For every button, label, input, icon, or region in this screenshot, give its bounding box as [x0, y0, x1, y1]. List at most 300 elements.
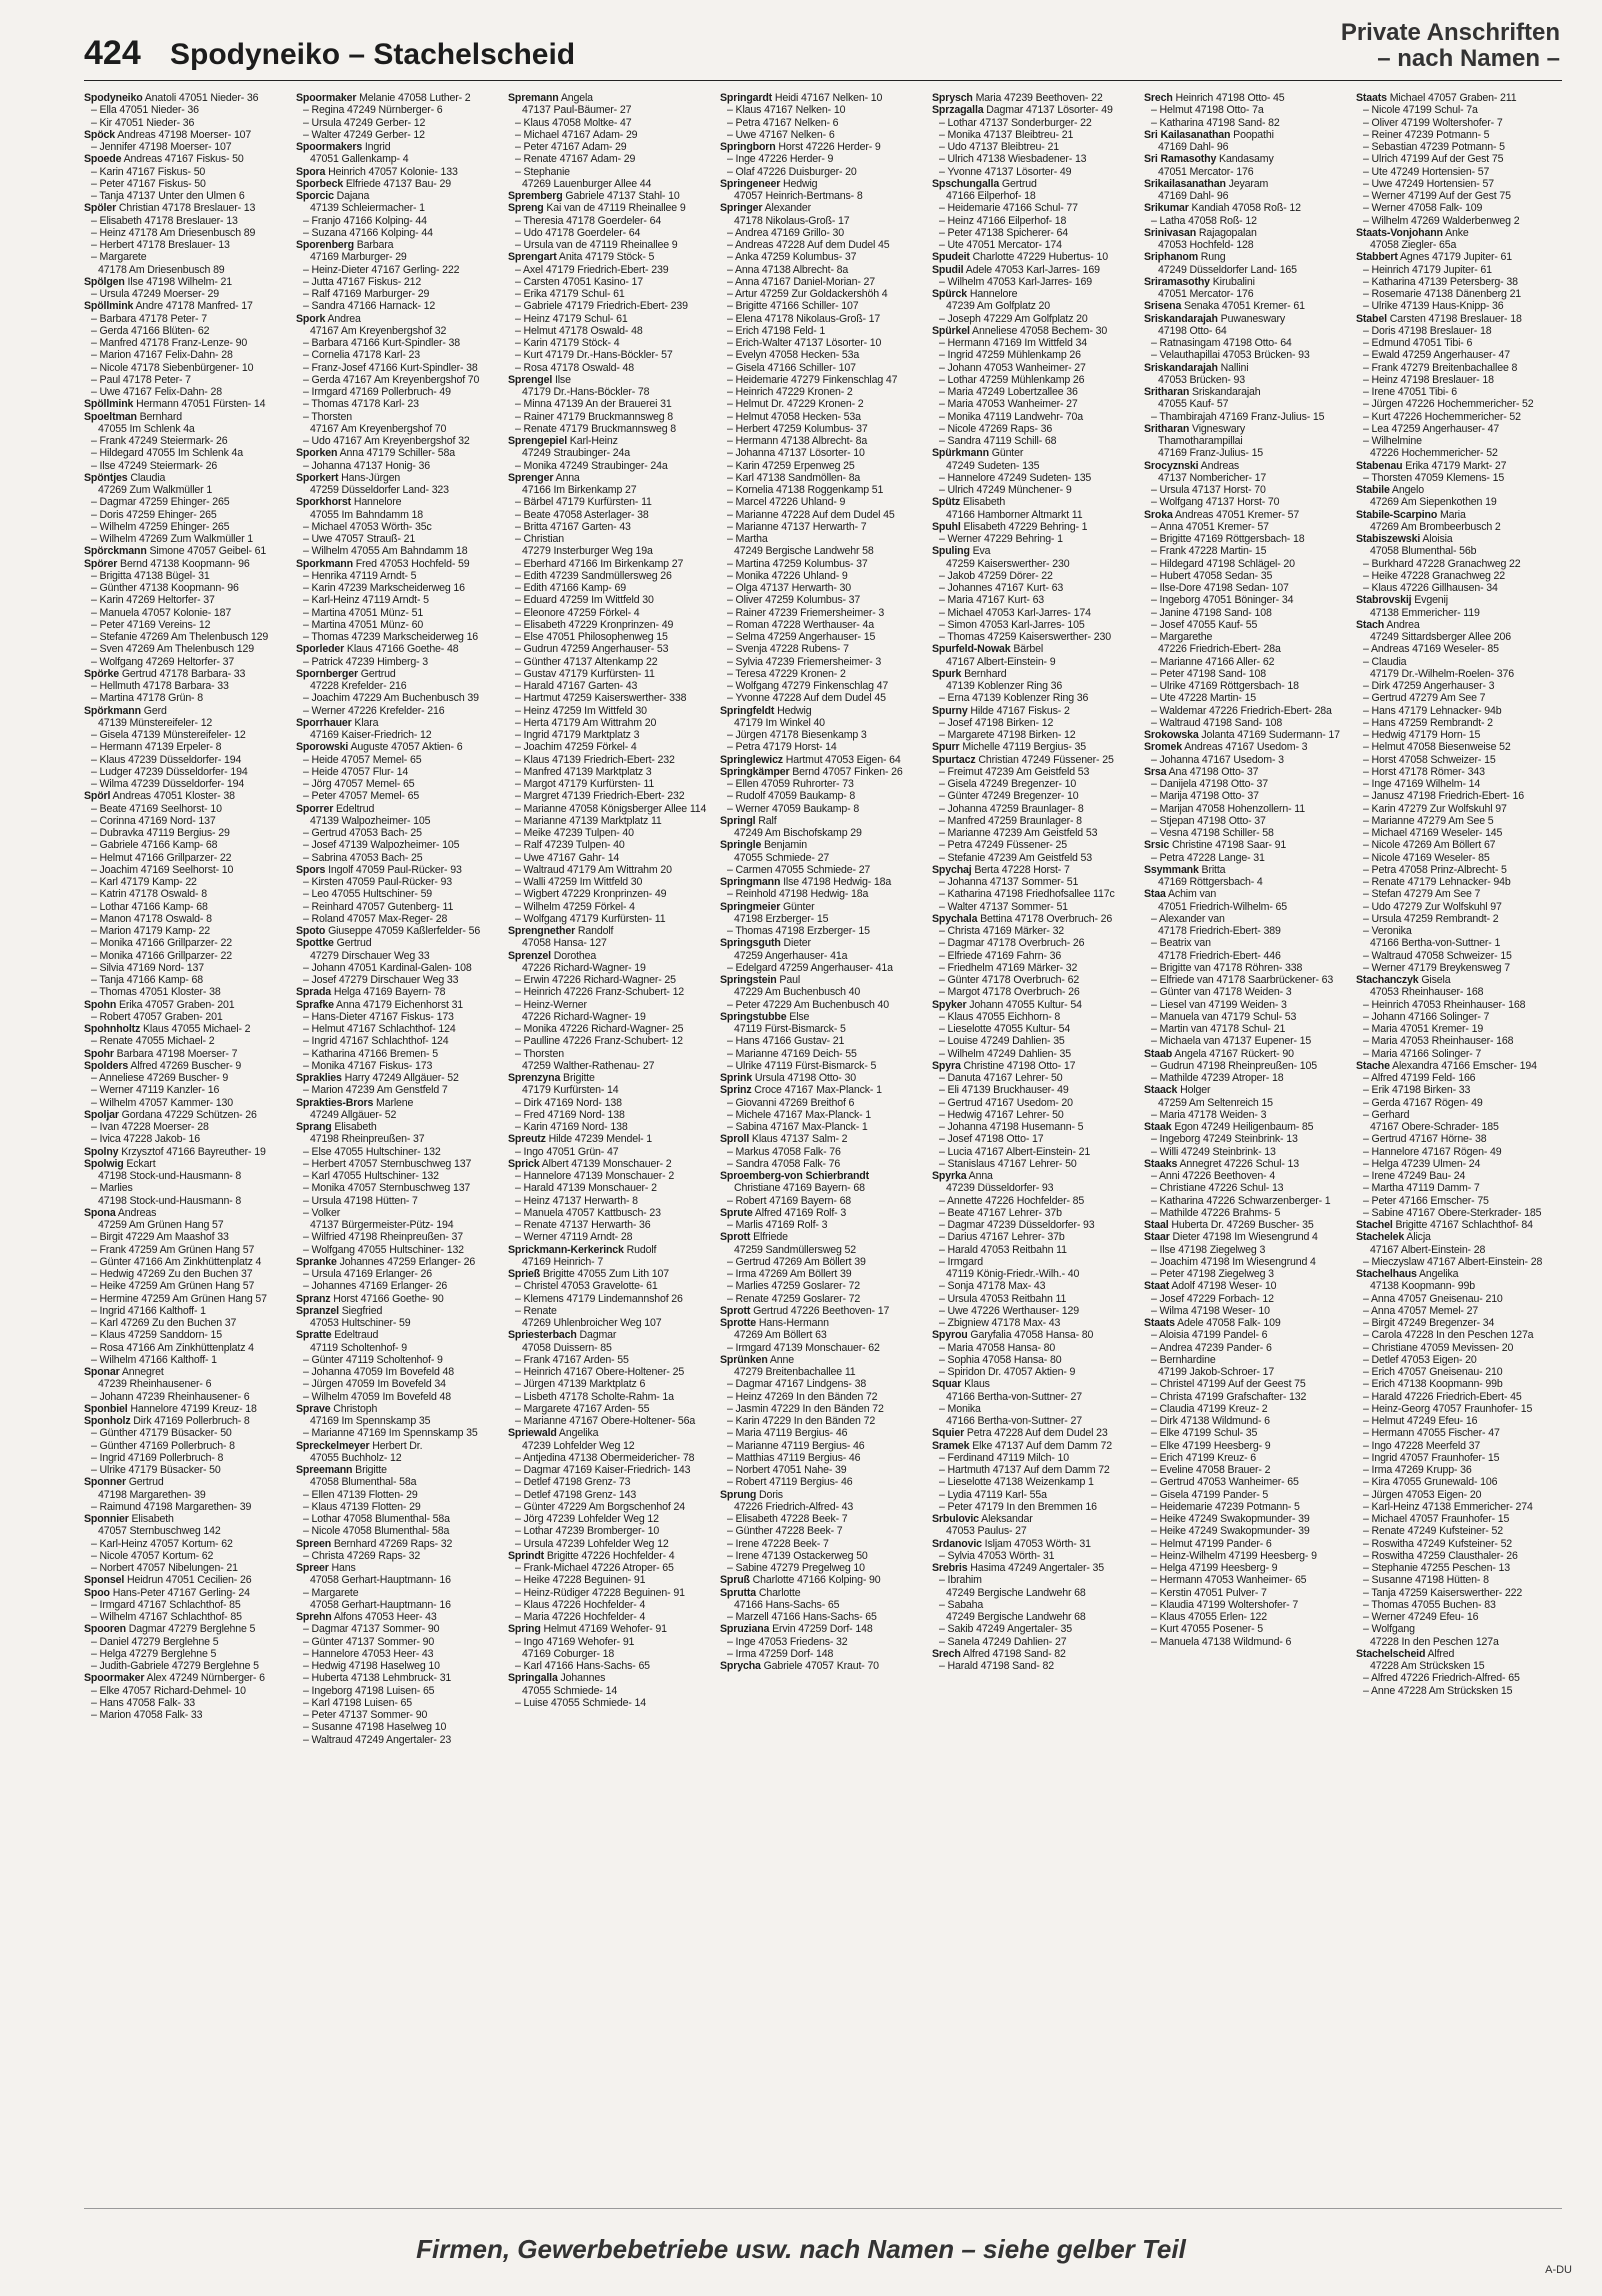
directory-entry: [296, 1354, 502, 1366]
entry-detail: – Bernhardine: [1151, 1353, 1216, 1366]
entry-detail: 47053 Brücken- 93: [1158, 373, 1245, 386]
entry-detail: Andreas: [1200, 459, 1240, 472]
entry-detail: Andreas 47167 Usedom- 3: [1184, 741, 1308, 754]
directory-entry: [296, 141, 502, 153]
surname: Srocyznski: [1144, 459, 1199, 472]
entry-detail: – Ursula 47169 Erlanger- 26: [303, 1268, 433, 1280]
entry-detail: Andreas 47051 Kloster- 38: [112, 790, 235, 803]
entry-detail: – Andreas 47169 Weseler- 85: [1363, 643, 1499, 656]
surname: Squier: [932, 1427, 965, 1440]
directory-entry: [1356, 300, 1562, 312]
directory-entry: [296, 1403, 502, 1415]
surname: Spolders: [84, 1059, 129, 1072]
directory-entry: [720, 1084, 926, 1096]
entry-detail: – Günter van 47178 Weiden- 3: [1151, 986, 1292, 999]
directory-entry: [296, 888, 502, 900]
surname: Spolwig: [84, 1157, 124, 1170]
directory-entry: [932, 227, 1138, 239]
surname: Sri Ramasothy: [1144, 153, 1217, 166]
entry-detail: – Monika 47226 Uhland- 9: [727, 569, 848, 582]
directory-entry: [1144, 386, 1350, 398]
directory-entry: [84, 1182, 290, 1194]
directory-entry: [1144, 1525, 1350, 1537]
entry-detail: 47166 Bertha-von-Suttner- 1: [1370, 937, 1501, 950]
directory-entry: [508, 533, 714, 545]
directory-entry: [1144, 1170, 1350, 1182]
entry-detail: Edeltraud: [334, 1329, 379, 1342]
directory-entry: [720, 178, 926, 190]
entry-detail: Angelo: [1391, 484, 1424, 496]
directory-entry: [508, 337, 714, 349]
directory-entry: [1356, 362, 1562, 374]
directory-entry: [720, 1636, 926, 1648]
directory-entry: [1144, 1048, 1350, 1060]
surname: Squar: [932, 1378, 962, 1391]
entry-detail: – Britta 47167 Garten- 43: [515, 520, 631, 533]
entry-detail: – Wilma 47198 Weser- 10: [1151, 1304, 1270, 1317]
directory-entry: [508, 668, 714, 680]
entry-detail: – Raimund 47198 Margarethen- 39: [91, 1500, 252, 1513]
directory-entry: [1356, 778, 1562, 790]
directory-entry: [1144, 1378, 1350, 1390]
surname: Spyra: [932, 1059, 961, 1072]
entry-detail: – Klaus 47167 Nelken- 10: [727, 104, 846, 117]
directory-entry: [932, 1476, 1138, 1488]
surname: Stabel: [1356, 312, 1387, 325]
entry-detail: – Irene 47139 Ostackerweg 50: [727, 1549, 868, 1562]
directory-entry: [720, 1048, 926, 1060]
entry-detail: Dieter: [783, 937, 811, 950]
entry-detail: – Hannelore 47249 Sudeten- 135: [939, 471, 1092, 484]
entry-detail: – Michael 47053 Wörth- 35c: [303, 520, 432, 533]
directory-entry: [508, 239, 714, 251]
surname: Spurk: [932, 667, 962, 680]
directory-entry: [296, 1501, 502, 1513]
surname: Sprengnether: [508, 925, 576, 937]
directory-entry: [720, 1587, 926, 1599]
entry-detail: – Dagmar 47239 Düsseldorfer- 93: [939, 1219, 1095, 1231]
directory-entry: [1356, 349, 1562, 361]
entry-detail: 47057 Sternbuschweg 142: [98, 1525, 221, 1538]
directory-entry: [1356, 754, 1562, 766]
entry-detail: 47269 Uhlenbroicher Weg 107: [522, 1317, 662, 1329]
entry-detail: – Frank 47228 Martin- 15: [1151, 545, 1267, 558]
entry-detail: – Barbara 47178 Peter- 7: [91, 312, 207, 325]
surname: Sporcic: [296, 190, 334, 202]
entry-detail: Alexander: [764, 202, 811, 215]
entry-detail: 47167 Albert-Einstein- 9: [946, 655, 1056, 668]
entry-detail: 47058 Blumenthal- 58a: [310, 1476, 417, 1489]
directory-entry: [932, 423, 1138, 435]
directory-entry: [1356, 325, 1562, 337]
directory-entry: [1144, 1403, 1350, 1415]
directory-entry: [1144, 1219, 1350, 1231]
entry-detail: 47169 Dahl- 96: [1158, 141, 1229, 153]
directory-entry: [508, 435, 714, 447]
entry-detail: – Inge 47053 Friedens- 32: [727, 1635, 848, 1648]
surname: Spriewald: [508, 1427, 557, 1440]
directory-entry: [296, 1636, 502, 1648]
entry-detail: – Werner 47058 Falk- 109: [1363, 202, 1483, 215]
entry-detail: – Renate 47259 Goslarer- 72: [727, 1292, 861, 1305]
entry-detail: – Sabine 47167 Obere-Sterkrader- 185: [1363, 1206, 1542, 1219]
entry-detail: Anna: [968, 1170, 993, 1182]
directory-entry: [720, 1648, 926, 1660]
entry-detail: Hannelore 47199 Kreuz- 18: [130, 1402, 257, 1415]
entry-detail: – Anna 47051 Kremer- 57: [1151, 520, 1269, 533]
directory-entry: [296, 325, 502, 337]
directory-entry: [508, 1403, 714, 1415]
directory-entry: [932, 852, 1138, 864]
entry-detail: Christoph: [333, 1402, 378, 1415]
entry-detail: – Hedwig 47167 Lehrer- 50: [939, 1108, 1064, 1121]
entry-detail: 47199 Jakob-Schroer- 17: [1158, 1366, 1275, 1378]
directory-entry: [1356, 1244, 1562, 1256]
entry-detail: – Karl 47179 Kamp- 22: [91, 876, 197, 888]
entry-detail: – Waltraud 47058 Schweizer- 15: [1363, 949, 1512, 962]
directory-entry: [1144, 1097, 1350, 1109]
entry-detail: – Lothar 47259 Mühlenkamp 26: [939, 373, 1085, 386]
directory-entry: [1144, 1562, 1350, 1574]
entry-detail: Gabriele 47137 Stahl- 10: [565, 190, 680, 202]
entry-detail: – Doris 47198 Breslauer- 18: [1363, 324, 1492, 337]
directory-entry: [1356, 276, 1562, 288]
directory-entry: [84, 692, 290, 704]
directory-entry: [508, 190, 714, 202]
directory-entry: [1144, 925, 1350, 937]
entry-detail: 47259 Walther-Rathenau- 27: [522, 1059, 655, 1072]
directory-entry: [932, 1562, 1138, 1574]
entry-detail: Horst 47226 Herder- 9: [778, 141, 881, 153]
entry-detail: 47198 Stock-und-Hausmann- 8: [98, 1170, 242, 1182]
entry-detail: – Martin van 47178 Schul- 21: [1151, 1023, 1286, 1035]
directory-entry: [508, 92, 714, 104]
entry-detail: Heinrich 47057 Kolonie- 133: [328, 165, 458, 178]
directory-entry: [296, 129, 502, 141]
entry-detail: – Christian: [515, 533, 564, 545]
entry-detail: – Harald 47198 Sand- 82: [939, 1660, 1054, 1672]
directory-entry: [932, 398, 1138, 410]
entry-detail: – Ingo 47228 Meerfeld 37: [1363, 1439, 1481, 1452]
directory-entry: [296, 631, 502, 643]
directory-entry: [1144, 509, 1350, 521]
entry-detail: – Heinz-Werner: [515, 998, 587, 1011]
directory-entry: [1144, 484, 1350, 496]
entry-detail: Karl-Heinz: [569, 435, 618, 447]
directory-entry: [84, 607, 290, 619]
entry-detail: – Johanna 47059 Im Bovefeld 48: [303, 1366, 454, 1378]
entry-detail: Ervin 47259 Dorf- 148: [772, 1623, 873, 1636]
directory-entry: [932, 1084, 1138, 1096]
directory-entry: [720, 1623, 926, 1635]
entry-detail: Angela: [560, 92, 593, 104]
directory-entry: [720, 1158, 926, 1170]
entry-detail: – Ingeborg 47249 Steinbrink- 13: [1151, 1133, 1298, 1146]
entry-detail: – Ulrike 47139 Haus-Knipp- 36: [1363, 300, 1504, 313]
entry-detail: – Helmut 47198 Otto- 7a: [1151, 104, 1264, 117]
entry-detail: – Irmgard 47139 Monschauer- 62: [727, 1341, 880, 1354]
directory-entry: [296, 276, 502, 288]
directory-entry: [84, 1672, 290, 1684]
directory-entry: [932, 1427, 1138, 1439]
entry-detail: – Monika 47119 Landwehr- 70a: [939, 410, 1084, 423]
entry-detail: 47119 Fürst-Bismarck- 5: [734, 1023, 846, 1035]
directory-entry: [1356, 288, 1562, 300]
header-rule: [84, 80, 1562, 81]
directory-entry: [720, 962, 926, 974]
directory-entry: [1356, 692, 1562, 704]
entry-detail: – Kurt 47179 Dr.-Hans-Böckler- 57: [515, 349, 673, 362]
directory-entry: [932, 1329, 1138, 1341]
directory-entry: [84, 815, 290, 827]
directory-entry: [1356, 1391, 1562, 1403]
directory-entry: [1144, 1476, 1350, 1488]
entry-detail: 47169 Franz-Julius- 15: [1158, 447, 1264, 460]
directory-entry: [932, 1048, 1138, 1060]
directory-entry: [508, 558, 714, 570]
directory-entry: [1356, 1121, 1562, 1133]
surname: Srbulovic: [932, 1513, 979, 1525]
directory-entry: [84, 937, 290, 949]
directory-entry: [296, 803, 502, 815]
entry-detail: – Petra 47167 Nelken- 6: [727, 116, 839, 129]
directory-entry: [720, 619, 926, 631]
directory-entry: [1144, 1538, 1350, 1550]
entry-detail: – Heide 47057 Memel- 65: [303, 753, 422, 766]
directory-entry: [1144, 496, 1350, 508]
directory-entry: [296, 411, 502, 423]
directory-entry: [84, 803, 290, 815]
entry-detail: – Kurt 47226 Hochemmericher- 52: [1363, 410, 1521, 423]
entry-detail: 47259 Kaiserswerther- 230: [946, 557, 1070, 570]
directory-entry: [296, 594, 502, 606]
directory-entry: [508, 754, 714, 766]
directory-entry: [932, 1501, 1138, 1513]
entry-detail: – Lucia 47167 Albert-Einstein- 21: [939, 1145, 1091, 1158]
entry-detail: – Heinrich 47226 Franz-Schubert- 12: [515, 986, 685, 999]
directory-entry: [932, 1097, 1138, 1109]
entry-detail: – Janusz 47198 Friedrich-Ebert- 16: [1363, 790, 1524, 803]
entry-detail: – Detlef 47053 Eigen- 20: [1363, 1353, 1477, 1366]
entry-detail: – Olga 47137 Herwarth- 30: [727, 582, 852, 594]
directory-entry: [1356, 1672, 1562, 1684]
surname: Sprada: [296, 986, 332, 999]
directory-entry: [1356, 227, 1562, 239]
entry-detail: – Manfred 47178 Franz-Lenze- 90: [91, 337, 248, 349]
directory-entry: [84, 1023, 290, 1035]
directory-entry: [508, 1440, 714, 1452]
entry-detail: Jolanta 47169 Sudermann- 17: [1201, 729, 1340, 741]
entry-detail: – Heinrich 47167 Obere-Holtener- 25: [515, 1366, 685, 1378]
surname: Sprinz: [720, 1084, 752, 1097]
directory-entry: [1144, 1452, 1350, 1464]
directory-entry: [1356, 423, 1562, 435]
directory-entry: [296, 1158, 502, 1170]
directory-entry: [296, 864, 502, 876]
entry-detail: – Thambirajah 47169 Franz-Julius- 15: [1151, 410, 1325, 423]
entry-detail: Andreas: [117, 1206, 157, 1219]
directory-entry: [296, 962, 502, 974]
entry-detail: – Ingrid 47167 Schlachthof- 124: [303, 1035, 449, 1048]
entry-detail: – Irma 47259 Dorf- 148: [727, 1647, 834, 1660]
entry-detail: Hasima 47249 Angertaler- 35: [970, 1562, 1105, 1574]
entry-detail: – Margarete 47167 Arden- 55: [515, 1402, 650, 1415]
directory-entry: [1356, 1256, 1562, 1268]
entry-detail: 47269 Am Brombeerbusch 2: [1370, 520, 1501, 533]
directory-entry: [84, 1121, 290, 1133]
directory-entry: [932, 1256, 1138, 1268]
entry-detail: – Martha 47119 Damm- 7: [1363, 1182, 1480, 1195]
entry-detail: – Anka 47259 Kolumbus- 37: [727, 251, 857, 264]
surname: Spychala: [932, 912, 978, 925]
entry-detail: – Andrea 47169 Grillo- 30: [727, 226, 844, 239]
directory-entry: [296, 1060, 502, 1072]
directory-entry: [1144, 533, 1350, 545]
directory-entry: [296, 1415, 502, 1427]
directory-entry: [1356, 1440, 1562, 1452]
directory-entry: [720, 1440, 926, 1452]
directory-entry: [1356, 1023, 1562, 1035]
directory-entry: [932, 411, 1138, 423]
directory-entry: [84, 276, 290, 288]
directory-entry: [296, 1391, 502, 1403]
directory-entry: [84, 300, 290, 312]
entry-detail: 47166 Hans-Sachs- 65: [734, 1598, 840, 1611]
entry-detail: – Monika 47137 Bleibtreu- 21: [939, 128, 1074, 141]
entry-detail: – Thomas 47259 Kaiserswerther- 230: [939, 631, 1111, 643]
surname: Spoeltman: [84, 410, 137, 423]
entry-detail: – Wilhelm 47059 Im Bovefeld 48: [303, 1390, 452, 1403]
entry-detail: 47279 Dirschauer Weg 33: [310, 949, 430, 962]
surname: Springborn: [720, 141, 776, 153]
directory-entry: [720, 1060, 926, 1072]
surname: Sponbiel: [84, 1402, 128, 1415]
directory-entry: [84, 974, 290, 986]
entry-detail: – Hedwig 47198 Haselweg 10: [303, 1660, 440, 1672]
entry-detail: 47178 Nikolaus-Groß- 17: [734, 214, 850, 227]
directory-entry: [508, 827, 714, 839]
entry-detail: – Renate 47167 Adam- 29: [515, 153, 636, 166]
entry-detail: – Heinz 47269 In den Bänden 72: [727, 1390, 878, 1403]
footer-note: Firmen, Gewerbebetriebe usw. nach Namen – siehe gelber Teil: [416, 2234, 1186, 2264]
entry-detail: Dirk 47169 Pollerbruch- 8: [133, 1415, 250, 1427]
directory-entry: [84, 117, 290, 129]
directory-entry: [932, 1121, 1138, 1133]
directory-entry: [84, 1109, 290, 1121]
entry-detail: – Heike 47228 Beguinen- 91: [515, 1574, 646, 1587]
directory-entry: [1356, 1550, 1562, 1562]
directory-entry: [296, 913, 502, 925]
surname: Spreng: [508, 202, 544, 215]
entry-detail: – Irene 47228 Beek- 7: [727, 1537, 829, 1550]
entry-detail: 47279 Breitenbachallee 11: [734, 1366, 856, 1378]
entry-detail: – Gisela 47139 Münstereifeler- 12: [91, 729, 246, 741]
directory-entry: [1144, 300, 1350, 312]
directory-entry: [720, 227, 926, 239]
directory-entry: [508, 521, 714, 533]
entry-detail: Ingrid: [364, 141, 391, 153]
directory-entry: [84, 533, 290, 545]
directory-entry: [1356, 1685, 1562, 1697]
surname: Spreer: [296, 1562, 329, 1574]
entry-detail: 47166 Im Birkenkamp 27: [522, 484, 637, 496]
surname: Spornberger: [296, 667, 358, 680]
entry-detail: – Svenja 47228 Rubens- 7: [727, 643, 849, 656]
entry-detail: – Werner 47119 Kanzler- 16: [91, 1084, 220, 1097]
entry-detail: – Regina 47249 Nürnberger- 6: [303, 104, 443, 117]
directory-entry: [1144, 974, 1350, 986]
directory-entry: [84, 447, 290, 459]
directory-entry: [296, 386, 502, 398]
directory-entry: [1144, 888, 1350, 900]
surname: Sprenzyna: [508, 1072, 561, 1084]
directory-entry: [720, 864, 926, 876]
entry-detail: Krzysztof 47166 Bayreuther- 19: [121, 1145, 266, 1158]
entry-detail: – Leo 47055 Hultschiner- 59: [303, 888, 433, 901]
entry-detail: – Werner 47059 Baukamp- 8: [727, 802, 860, 815]
entry-detail: Alfred 47169 Rolf- 3: [754, 1206, 847, 1219]
directory-entry: [720, 92, 926, 104]
entry-detail: Bernhard: [964, 667, 1007, 680]
directory-entry: [1356, 1538, 1562, 1550]
directory-entry: [296, 1660, 502, 1672]
entry-detail: – Wilhelm 47269 Zum Walkmüller 1: [91, 533, 254, 545]
directory-entry: [932, 153, 1138, 165]
surname: Sporowski: [296, 741, 349, 754]
entry-detail: 47169 Marburger- 29: [310, 251, 407, 264]
directory-entry: [508, 1231, 714, 1243]
directory-entry: [84, 901, 290, 913]
surname: Staa: [1144, 888, 1166, 901]
directory-entry: [84, 1464, 290, 1476]
directory-entry: [720, 153, 926, 165]
directory-entry: [84, 129, 290, 141]
entry-detail: Christian 47178 Breslauer- 13: [118, 202, 256, 215]
directory-entry: [84, 1256, 290, 1268]
entry-detail: Alicja: [1406, 1231, 1431, 1244]
directory-entry: [720, 656, 926, 668]
entry-detail: – Artur 47259 Zur Goldackershöh 4: [727, 288, 888, 300]
directory-entry: [932, 484, 1138, 496]
directory-entry: [1356, 1219, 1562, 1231]
entry-detail: – Margret 47139 Friedrich-Ebert- 232: [515, 790, 685, 803]
surname: Springmeier: [720, 900, 781, 913]
entry-detail: – Carola 47228 In den Peschen 127a: [1363, 1329, 1534, 1342]
directory-entry: [508, 1207, 714, 1219]
directory-entry: [932, 509, 1138, 521]
directory-entry: [84, 153, 290, 165]
directory-entry: [296, 741, 502, 753]
directory-entry: [508, 1048, 714, 1060]
directory-entry: [720, 1317, 926, 1329]
directory-entry: [932, 521, 1138, 533]
directory-entry: [720, 754, 926, 766]
directory-entry: [508, 1072, 714, 1084]
directory-entry: [932, 705, 1138, 717]
entry-detail: – Meike 47239 Tulpen- 40: [515, 827, 634, 839]
directory-entry: [932, 460, 1138, 472]
entry-detail: Anne: [769, 1353, 795, 1366]
entry-detail: – Christel 47053 Gravelotte- 61: [515, 1280, 658, 1293]
directory-entry: [296, 680, 502, 692]
directory-entry: [1356, 533, 1562, 545]
directory-entry: [932, 1146, 1138, 1158]
directory-entry: [1144, 582, 1350, 594]
entry-detail: 47178 Friedrich-Ebert- 446: [1158, 949, 1281, 962]
entry-detail: – Jasmin 47229 In den Bänden 72: [727, 1402, 884, 1415]
entry-detail: 47269 Am Siepenkothen 19: [1370, 496, 1497, 509]
entry-detail: – Vesna 47198 Schiller- 58: [1151, 827, 1274, 839]
